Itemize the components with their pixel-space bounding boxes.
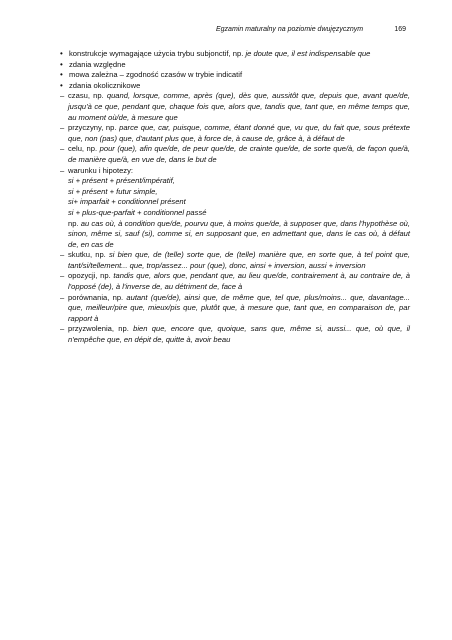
condition-line: si+ imparfait + conditionnel présent [68,197,186,207]
sub-text: parce que, car, puisque, comme, étant donné que, vu que, du fait que, sous prétexte que, non (pas) que, d'autant plus que, à force de, à cause de, grâce à, à défaut de [68,123,410,143]
bullet-adverbial [60,81,410,92]
sub-condition: – warunku i hipotezy: [60,165,134,175]
bullet-label: zdania okolicznikowe [69,80,141,90]
running-header [216,26,406,33]
bullet-relative [60,60,410,71]
sub-label: przyzwolenia, np. [68,324,134,334]
header-title: Egzamin maturalny na poziomie dwujęzycznym [216,26,364,33]
sub-text: quand, lorsque, comme, après (que), dès que, aussitôt que, depuis que, avant que/de, jusqu'à ce que, pendant que, chaque fois que, alors que, tandis que, tant que, en même temps que, au moment où/de, à mesure que [68,91,410,122]
bullet-label: konstrukcje wymagające użycia trybu subjonctif, np. [69,49,246,58]
condition-line: si + présent + présent/impératif, [68,176,175,186]
bullet-subjonctif [60,49,410,60]
sub-concession: – przyzwolenia, np. bien que, encore que, quoique, sans que, même si, aussi... que, où que, il n'empêche que, en dépit de, quitte à, avoir beau [60,324,410,345]
sub-label: czasu, np. [68,91,107,101]
sub-purpose: – celu, np. pour (que), afin que/de, de peur que/de, de crainte que/de, de sorte que/à, de façon que/à, de manière que/à, en vue de, dans le but de [60,144,410,164]
bullet-icon: • [60,80,63,90]
bullet-icon: • [60,49,63,58]
sub-time: – czasu, np. quand, lorsque, comme, après (que), dès que, aussitôt que, depuis que, avant que/de, jusqu'à ce que, pendant que, chaque fois que, alors que, tandis que, tant que, en même temps que, au moment où/de, à mesure que [60,91,410,122]
bullet-indirect-speech [60,70,410,81]
sub-comparison: – porównania, np. autant (que/de), ainsi que, de même que, tel que, plus/moins... que, davantage... que, meilleur/pire que, mieux/pis que, plutôt que, à mesure que, tant que, en comparaison de, par rapport à [60,292,410,323]
sub-label: porównania, np. [68,292,127,302]
page-number: 169 [394,26,406,33]
bullet-label: zdania względne [69,59,126,69]
sub-cause: – przyczyny, np. parce que, car, puisque, comme, étant donné que, vu que, du fait que, sous prétexte que, non (pas) que, d'autant plus que, à force de, à cause de, grâce à, à défaut de [60,123,410,143]
sub-label: skutku, np. [68,250,109,260]
page-body [60,49,410,346]
sub-label: celu, np. [68,144,100,154]
bullet-icon: • [60,59,63,69]
sub-text: bien que, encore que, quoique, sans que, même si, aussi... que, où que, il n'empêche que, en dépit de, quitte à, avoir beau [68,324,410,345]
sub-text: tandis que, alors que, pendant que, au lieu que/de, contrairement à, au contraire de, à l'opposé (de), à l'inverse de, au détriment de, face à [68,271,410,292]
sub-label: przyczyny, np. [68,123,120,133]
sub-text: pour (que), afin que/de, de peur que/de, de crainte que/de, de sorte que/à, de façon que/à, de manière que/à, en vue de, dans le but de [68,144,410,164]
bullet-example: je doute que, il est indispensable que [245,49,371,58]
np-label: np. [68,218,81,228]
sub-result: – skutku, np. si bien que, de (telle) sorte que, de (telle) manière que, en sorte que, à tel point que, tant/si/tellement... que, trop/assez... pour (que), donc, ainsi + inversion, aussi + inversion [60,250,410,270]
sub-text: si bien que, de (telle) sorte que, de (telle) manière que, en sorte que, à tel point que, tant/si/tellement... que, trop/assez... pour (que), donc, ainsi + inversion, aussi + inversion [68,250,410,270]
sub-opposition: – opozycji, np. tandis que, alors que, pendant que, au lieu que/de, contrairement à, au contraire de, à l'opposé (de), à l'inverse de, au détriment de, face à [60,271,410,292]
sub-text: autant (que/de), ainsi que, de même que, tel que, plus/moins... que, davantage... que, meilleur/pire que, mieux/pis que, plutôt que, à mesure que, tant que, en comparaison de, par rapport à [68,292,410,323]
condition-line: si + présent + futur simple, [68,186,158,196]
bullet-label: mowa zależna – zgodność czasów w trybie indicatif [69,70,243,80]
bullet-icon: • [60,70,63,80]
condition-examples [60,219,410,251]
condition-line: si + plus-que-parfait + conditionnel passé [68,207,207,217]
sub-label: warunku i hipotezy: [68,165,134,175]
np-text: au cas où, à condition que/de, pourvu que, à moins que/de, à supposer que, dans l'hypothèse où, sinon, même si, sauf (si), comme si, en supposant que, en admettant que, dans le cas où, à défaut de, en cas de [68,218,410,249]
sub-label: opozycji, np. [68,271,114,281]
